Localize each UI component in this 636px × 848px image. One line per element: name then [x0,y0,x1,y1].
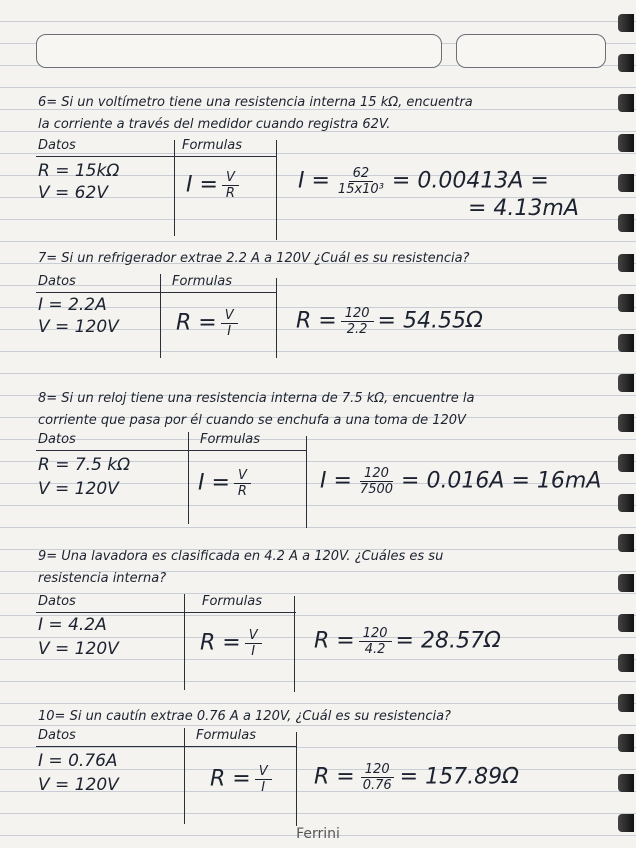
result-numerator: 62 [349,166,374,182]
formula [186,170,243,201]
result-lhs: I = [320,468,352,494]
formula-denominator: I [261,780,266,795]
table-header-line [36,450,306,451]
spiral-ring [618,134,634,152]
spiral-ring [618,54,634,72]
result-lhs: R = [314,764,355,790]
column-divider [174,140,175,236]
formula [176,308,242,339]
result-lhs: R = [296,308,337,334]
table-header-line [36,612,296,613]
formula-numerator: V [245,628,262,644]
result-rhs: = 54.55Ω [377,308,483,334]
formulas-label: Formulas [182,138,243,153]
result-numerator: 120 [361,762,394,778]
column-divider [276,140,277,240]
formula-numerator: V [234,468,251,484]
formula-denominator: I [227,324,232,339]
spiral-ring [618,454,634,472]
formula-lhs: I = [198,470,230,496]
result-denominator: 4.2 [364,642,386,657]
dato-2: V = 120V [38,317,119,337]
question-line-1: 10= Si un cautín extrae 0.76 A a 120V, ¿Cuál es su resistencia? [38,709,451,724]
result [314,762,519,793]
question-line-2: corriente que pasa por él cuando se enchufa a una toma de 120V [38,413,466,428]
column-divider [184,594,185,690]
dato-2: V = 62V [38,183,108,203]
spiral-ring [618,334,634,352]
dato-1: I = 2.2A [38,295,107,315]
spiral-ring [618,374,634,392]
spiral-ring [618,494,634,512]
spiral-ring [618,214,634,232]
formula [210,764,276,795]
datos-label: Datos [38,138,76,153]
result-numerator: 120 [360,466,393,482]
datos-label: Datos [38,728,76,743]
formula-numerator: V [222,170,239,186]
spiral-ring [618,734,634,752]
question-line-1: 6= Si un voltímetro tiene una resistencia interna 15 kΩ, encuentra [38,95,473,110]
result-numerator: 120 [341,306,374,322]
spiral-ring [618,294,634,312]
result-denominator: 0.76 [362,778,392,793]
column-divider [296,732,297,826]
formulas-label: Formulas [200,432,261,447]
table-header-line [36,292,276,293]
spiral-ring [618,694,634,712]
formula [198,468,255,499]
dato-1: I = 4.2A [38,615,107,635]
spiral-ring [618,174,634,192]
question-line-2: resistencia interna? [38,571,167,586]
spiral-ring [618,574,634,592]
datos-label: Datos [38,274,76,289]
spiral-ring [618,414,634,432]
question-line-2: la corriente a través del medidor cuando registra 62V. [38,117,391,132]
datos-label: Datos [38,594,76,609]
formulas-label: Formulas [202,594,263,609]
formulas-label: Formulas [172,274,233,289]
result-numerator: 120 [359,626,392,642]
result-rhs: = 157.89Ω [399,764,519,790]
dato-1: R = 7.5 kΩ [38,455,131,475]
question-line-1: 8= Si un reloj tiene una resistencia interna de 7.5 kΩ, encuentre la [38,391,475,406]
result-line-2: = 4.13mA [468,196,579,221]
spiral-ring [618,654,634,672]
spiral-ring [618,534,634,552]
spiral-binding [616,0,636,848]
spiral-ring [618,774,634,792]
spiral-ring [618,14,634,32]
result-denominator: 7500 [359,482,394,497]
spiral-ring [618,94,634,112]
result-lhs: I = [298,168,330,194]
result-rhs: = 0.016A = 16mA [401,468,602,494]
question-line-1: 9= Una lavadora es clasificada en 4.2 A a 120V. ¿Cuáles es su [38,549,444,564]
header-box-left [36,34,442,68]
formula-denominator: R [237,484,247,499]
result [320,466,601,497]
formula-lhs: R = [176,310,217,336]
table-header-line [36,746,296,747]
formulas-label: Formulas [196,728,257,743]
formula-lhs: I = [186,172,218,198]
table-header-line [36,156,276,157]
formula [200,628,266,659]
result [298,166,549,197]
dato-2: V = 120V [38,775,119,795]
formula-denominator: R [225,186,235,201]
column-divider [184,728,185,824]
dato-2: V = 120V [38,639,119,659]
question-line-1: 7= Si un refrigerador extrae 2.2 A a 120V ¿Cuál es su resistencia? [38,251,470,266]
dato-1: R = 15kΩ [38,161,120,181]
formula-numerator: V [255,764,272,780]
result-denominator: 2.2 [346,322,368,337]
formula-denominator: I [251,644,256,659]
datos-label: Datos [38,432,76,447]
header-box-right [456,34,606,68]
formula-lhs: R = [200,630,241,656]
result-lhs: R = [314,628,355,654]
dato-2: V = 120V [38,479,119,499]
column-divider [188,432,189,524]
spiral-ring [618,254,634,272]
spiral-ring [618,614,634,632]
notebook-brand: Ferrini [296,826,340,842]
result-rhs: = 0.00413A = [391,168,549,194]
result-denominator: 15x10³ [337,182,384,197]
formula-lhs: R = [210,766,251,792]
result-rhs: = 28.57Ω [395,628,501,654]
column-divider [160,274,161,358]
formula-numerator: V [221,308,238,324]
dato-1: I = 0.76A [38,751,118,771]
column-divider [294,596,295,692]
column-divider [276,278,277,358]
column-divider [306,436,307,528]
result [296,306,483,337]
result [314,626,501,657]
